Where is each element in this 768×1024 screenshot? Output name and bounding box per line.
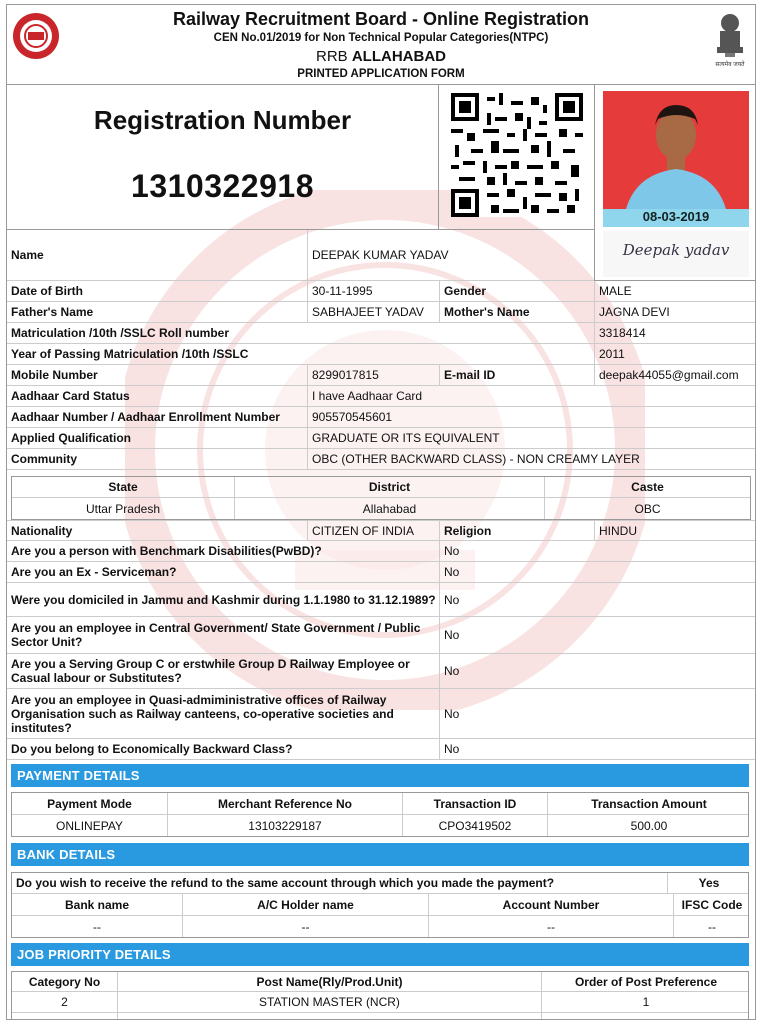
name-label: Name	[11, 248, 44, 262]
transaction-id-value: CPO3419502	[402, 815, 547, 836]
job-priority-table	[11, 971, 749, 1020]
question-text: Are you an Ex - Serviceman?	[11, 565, 177, 579]
merchant-ref-value: 13103229187	[167, 815, 402, 836]
dob-label: Date of Birth	[11, 284, 83, 298]
location-value-row	[12, 498, 750, 519]
question-text: Were you domiciled in Jammu and Kashmir during 1.1.1980 to 31.12.1989?	[11, 592, 436, 607]
caste-value: OBC	[544, 498, 750, 519]
district-value: Allahabad	[234, 498, 544, 519]
qualification-row	[7, 428, 755, 449]
state-header: State	[108, 480, 138, 494]
question-row	[7, 617, 755, 654]
question-row	[7, 689, 755, 739]
qualification-value: GRADUATE OR ITS EQUIVALENT	[307, 428, 755, 448]
transaction-amount-header: Transaction Amount	[547, 793, 750, 814]
aadhaar-number-row	[7, 407, 755, 428]
refund-answer: Yes	[667, 873, 750, 893]
job-priority-section-header: JOB PRIORITY DETAILS	[11, 943, 749, 966]
name-value: DEEPAK KUMAR YADAV	[307, 230, 594, 280]
dob-value: 30-11-1995	[307, 281, 439, 301]
community-value: OBC (OTHER BACKWARD CLASS) - NON CREAMY LAYER	[307, 449, 755, 469]
ifsc-header: IFSC Code	[673, 894, 750, 915]
bank-value-row	[12, 916, 748, 937]
religion-label: Religion	[439, 521, 594, 540]
email-label: E-mail ID	[439, 365, 594, 385]
ac-holder-header: A/C Holder name	[182, 894, 428, 915]
question-answer: No	[439, 541, 755, 561]
nationality-value: CITIZEN OF INDIA	[307, 521, 439, 540]
state-value: Uttar Pradesh	[85, 501, 161, 516]
question-text: Are you an employee in Central Government/ State Government / Public Sector Unit?	[11, 621, 421, 649]
community-label: Community	[11, 452, 77, 466]
post-name-value: STATION MASTER (NCR)	[117, 992, 541, 1012]
question-row	[7, 541, 755, 562]
aadhaar-status-row	[7, 386, 755, 407]
question-row	[7, 739, 755, 760]
caste-header: Caste	[544, 477, 750, 497]
matric-year-row	[7, 344, 755, 365]
application-form	[6, 4, 756, 1020]
photo-date: 08-03-2019	[603, 209, 749, 227]
matric-roll-value: 3318414	[594, 323, 755, 343]
candidate-photo-cell	[594, 85, 755, 281]
refund-question: Do you wish to receive the refund to the same account through which you made the payment?	[16, 876, 555, 890]
aadhaar-number-value: 905570545601	[307, 407, 755, 427]
email-value: deepak44055@gmail.com	[594, 365, 755, 385]
question-answer: No	[439, 689, 755, 738]
payment-value-row	[12, 815, 748, 836]
matric-year-label: Year of Passing Matriculation /10th /SSLC	[11, 347, 249, 361]
gender-label: Gender	[439, 281, 594, 301]
gender-value: MALE	[594, 281, 755, 301]
registration-number: 1310322918	[131, 168, 314, 204]
question-text: Are you a person with Benchmark Disabilities(PwBD)?	[11, 544, 322, 558]
payment-mode-header: Payment Mode	[47, 796, 132, 811]
post-order-header: Order of Post Preference	[541, 972, 750, 991]
registration-box	[7, 85, 439, 230]
location-table	[11, 476, 751, 520]
nationality-row	[7, 520, 755, 541]
question-row	[7, 654, 755, 689]
matric-roll-label: Matriculation /10th /SSLC Roll number	[11, 326, 230, 340]
qualification-label: Applied Qualification	[11, 431, 132, 445]
question-row	[7, 583, 755, 617]
signature-text: Deepak yadav	[622, 241, 730, 259]
bank-header-row	[12, 894, 748, 916]
transaction-id-header: Transaction ID	[402, 793, 547, 814]
contact-row	[7, 365, 755, 386]
rrb-name: RRB ALLAHABAD	[316, 48, 446, 65]
qr-code	[451, 93, 583, 217]
bank-name-value: --	[93, 919, 101, 934]
payment-section-header: PAYMENT DETAILS	[11, 764, 749, 787]
parents-row	[7, 302, 755, 323]
bank-section-header: BANK DETAILS	[11, 843, 749, 866]
national-emblem-icon	[711, 11, 749, 69]
account-number-header: Account Number	[428, 894, 673, 915]
location-header-row	[12, 477, 750, 498]
question-answer: No	[439, 654, 755, 688]
job-row-empty	[12, 1013, 748, 1020]
question-text: Do you belong to Economically Backward Class?	[11, 742, 293, 756]
form-title: Railway Recruitment Board - Online Registration	[172, 9, 590, 29]
district-header: District	[234, 477, 544, 497]
question-answer: No	[439, 562, 755, 582]
bank-name-header: Bank name	[64, 897, 130, 912]
registration-label: Registration Number	[93, 105, 352, 135]
question-row	[7, 562, 755, 583]
payment-header-row	[12, 793, 748, 815]
ifsc-value: --	[673, 916, 750, 937]
religion-value: HINDU	[594, 521, 755, 540]
emblem-caption: सत्यमेव जयते	[715, 62, 745, 68]
refund-question-row	[12, 873, 748, 894]
question-text: Are you a Serving Group C or erstwhile Group D Railway Employee or Casual labour or Substitutes?	[11, 657, 410, 685]
father-value: SABHAJEET YADAV	[307, 302, 439, 322]
mother-label: Mother's Name	[439, 302, 594, 322]
post-order-value: 1	[541, 992, 750, 1012]
bank-table	[11, 872, 749, 938]
community-row	[7, 449, 755, 470]
matric-roll-row	[7, 323, 755, 344]
merchant-ref-header: Merchant Reference No	[167, 793, 402, 814]
nationality-label: Nationality	[11, 523, 73, 538]
transaction-amount-value: 500.00	[547, 815, 750, 836]
aadhaar-status-label: Aadhaar Card Status	[11, 389, 130, 403]
question-answer: No	[439, 739, 755, 759]
matric-year-value: 2011	[594, 344, 755, 364]
candidate-signature	[603, 231, 749, 277]
mobile-label: Mobile Number	[11, 368, 98, 382]
form-header	[7, 5, 755, 85]
category-no-value: 2	[61, 995, 68, 1009]
payment-table	[11, 792, 749, 837]
father-label: Father's Name	[11, 305, 94, 319]
ac-holder-value: --	[182, 916, 428, 937]
category-no-header: Category No	[28, 974, 101, 989]
aadhaar-number-label: Aadhaar Number / Aadhaar Enrollment Number	[11, 410, 280, 424]
job-header-row	[12, 972, 748, 992]
job-row	[12, 992, 748, 1013]
mother-value: JAGNA DEVI	[594, 302, 755, 322]
candidate-photo	[603, 91, 749, 225]
payment-mode-value: ONLINEPAY	[56, 818, 123, 833]
question-answer: No	[439, 617, 755, 653]
question-answer: No	[439, 583, 755, 616]
dob-row	[7, 281, 755, 302]
account-number-value: --	[428, 916, 673, 937]
qr-code-cell	[439, 85, 594, 230]
question-text: Are you an employee in Quasi-admiministrative offices of Railway Organisation such as Railway canteens, co-operative societies and institutes?	[11, 692, 394, 735]
cen-notice: CEN No.01/2019 for Non Technical Popular Categories(NTPC)	[213, 32, 549, 44]
post-name-header: Post Name(Rly/Prod.Unit)	[117, 972, 541, 991]
mobile-value: 8299017815	[307, 365, 439, 385]
printed-form-label: PRINTED APPLICATION FORM	[297, 68, 465, 80]
name-row	[7, 230, 594, 281]
aadhaar-status-value: I have Aadhaar Card	[307, 386, 755, 406]
